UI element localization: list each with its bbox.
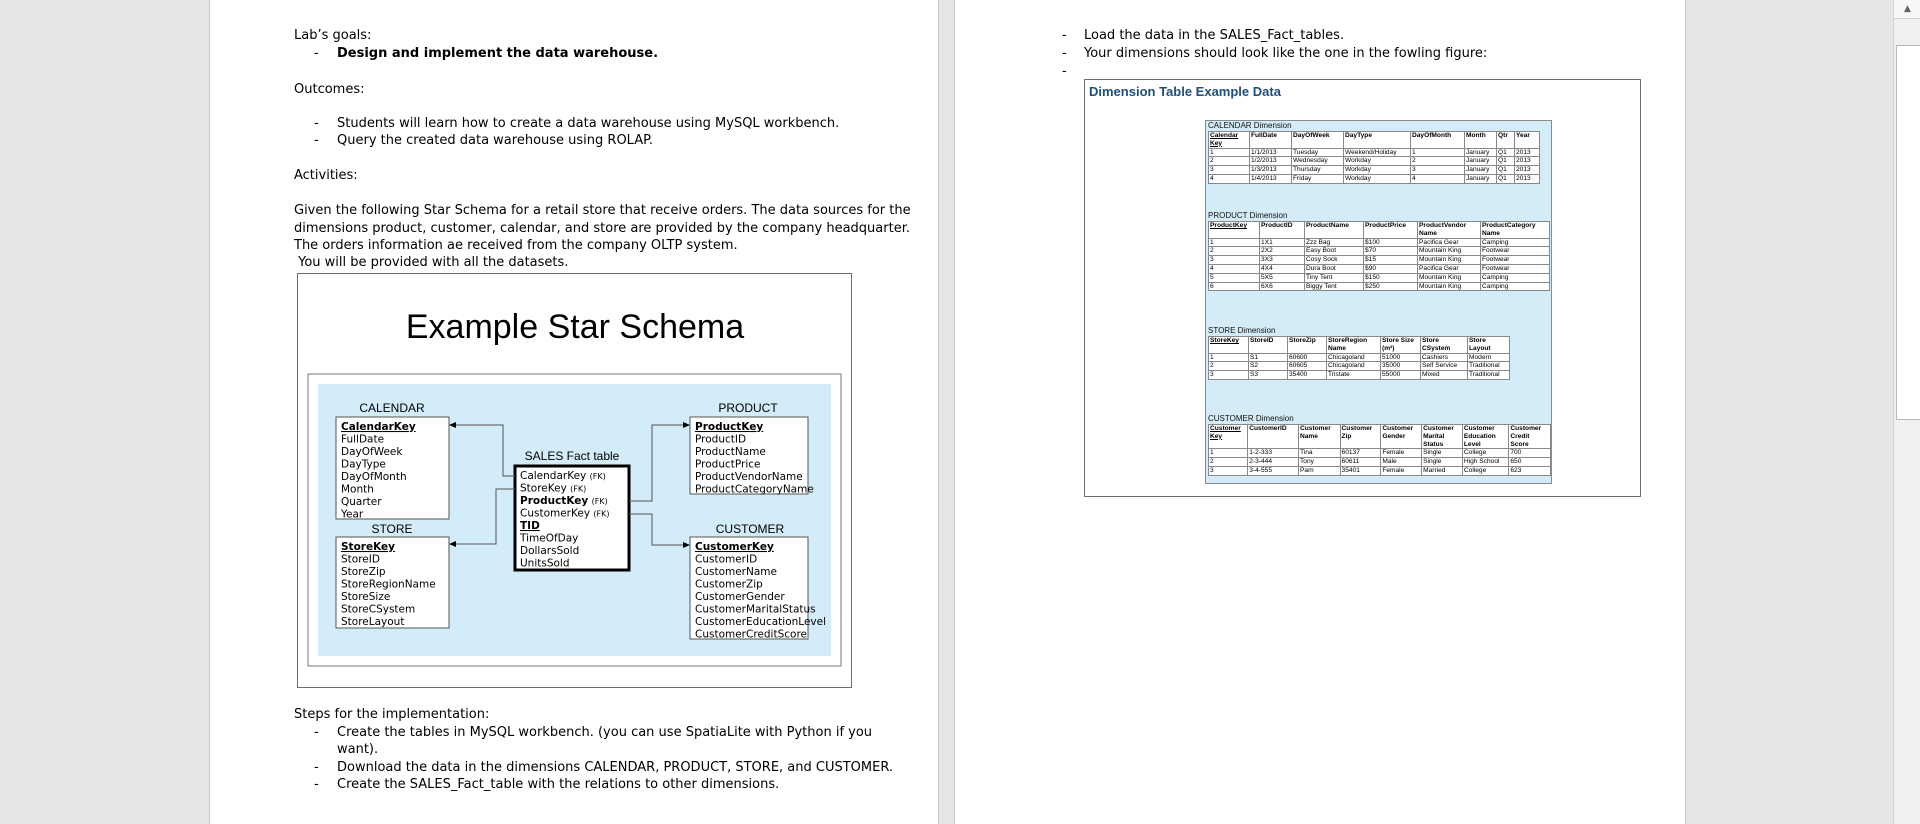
product-field: ProductVendorName <box>695 471 803 483</box>
table-header-cell: Store Layout <box>1468 337 1510 354</box>
table-cell: $250 <box>1364 282 1418 291</box>
table-cell: Mountain King <box>1418 256 1481 265</box>
table-cell: 623 <box>1509 466 1551 475</box>
activities-paragraph-line: You will be provided with all the datasets. <box>294 255 569 270</box>
bullet-dash: - <box>314 725 319 740</box>
table-cell: $150 <box>1364 273 1418 282</box>
calendar-dimension-table <box>1208 121 1540 184</box>
table-header-cell: StoreRegion Name <box>1327 337 1381 354</box>
table-cell: Chicagoland <box>1327 362 1381 371</box>
store-field: StoreID <box>341 553 380 566</box>
table-row <box>1209 273 1550 282</box>
table-cell: 1/2/2013 <box>1250 157 1292 166</box>
figure-title: Dimension Table Example Data <box>1089 84 1281 99</box>
table-header-cell: StoreZip <box>1288 337 1327 354</box>
table-row <box>1209 282 1550 291</box>
table-cell: 1/4/2013 <box>1250 174 1292 183</box>
table-header-cell: DayType <box>1344 132 1411 149</box>
table-cell: Q1 <box>1497 174 1515 183</box>
customer-data-grid <box>1208 424 1551 476</box>
table-row <box>1209 148 1540 157</box>
table-cell: Footwear <box>1481 247 1550 256</box>
table-cell: Male <box>1381 458 1422 467</box>
table-cell: 1 <box>1209 148 1250 157</box>
customer-field: CustomerMaritalStatus <box>695 603 816 616</box>
fact-field: ProductKey (FK) <box>520 495 608 507</box>
table-cell: Single <box>1422 458 1463 467</box>
table-cell: 1-2-333 <box>1248 449 1299 458</box>
table-row <box>1209 256 1550 265</box>
customer-field: CustomerID <box>695 553 758 566</box>
table-cell: S1 <box>1249 353 1288 362</box>
store-pk: StoreKey <box>341 541 396 553</box>
table-cell: Weekend/Holiday <box>1344 148 1411 157</box>
scrollbar-thumb[interactable] <box>1896 45 1920 420</box>
table-cell: 4X4 <box>1260 264 1305 273</box>
table-row <box>1209 449 1551 458</box>
table-header-cell: ProductID <box>1260 222 1305 239</box>
table-cell: Workday <box>1344 157 1411 166</box>
table-header-cell: Store CSystem <box>1421 337 1468 354</box>
steps-heading: Steps for the implementation: <box>294 707 490 722</box>
table-row <box>1209 157 1540 166</box>
table-cell: Thursday <box>1292 166 1344 175</box>
schema-title: Example Star Schema <box>405 308 745 346</box>
table-cell: Married <box>1422 466 1463 475</box>
table-cell: Mountain King <box>1418 247 1481 256</box>
customer-dimension-caption: CUSTOMER Dimension <box>1208 414 1294 423</box>
table-cell: Mountain King <box>1418 282 1481 291</box>
fact-field: CalendarKey (FK) <box>520 470 606 482</box>
activities-paragraph-line: dimensions product, customer, calendar, and store are provided by the company headquarter. <box>294 221 910 236</box>
customer-field: CustomerZip <box>695 578 763 591</box>
table-header-cell: Customer Gender <box>1381 425 1422 449</box>
table-cell: 6X6 <box>1260 282 1305 291</box>
bullet-dash: - <box>314 46 319 61</box>
table-cell: College <box>1462 449 1509 458</box>
activities-paragraph-line: Given the following Star Schema for a retail store that receive orders. The data sources for the <box>294 203 911 218</box>
table-cell: 650 <box>1509 458 1551 467</box>
table-header-cell: StoreKey <box>1209 337 1249 354</box>
customer-field: CustomerEducationLevel <box>695 616 826 628</box>
table-header-cell: Customer Zip <box>1340 425 1381 449</box>
table-cell: 4 <box>1411 174 1465 183</box>
table-cell: Biggy Tent <box>1305 282 1364 291</box>
calendar-table-name: CALENDAR <box>359 401 425 415</box>
table-header-cell: ProductName <box>1305 222 1364 239</box>
table-cell: 2X2 <box>1260 247 1305 256</box>
product-field: ProductPrice <box>695 458 761 471</box>
table-cell: Female <box>1381 466 1422 475</box>
dimension-tables-panel <box>1205 120 1552 484</box>
bullet-dash: - <box>314 133 319 148</box>
table-cell: Tony <box>1299 458 1341 467</box>
table-cell: 35000 <box>1381 362 1421 371</box>
bullet-dash: - <box>314 760 319 775</box>
table-cell: 3 <box>1411 166 1465 175</box>
table-header-cell: Customer Key <box>1209 425 1248 449</box>
calendar-field: DayOfMonth <box>341 471 407 483</box>
product-field: ProductID <box>695 433 747 446</box>
table-cell: 1 <box>1209 449 1248 458</box>
customer-field: CustomerCreditScore <box>695 628 807 641</box>
dimensions-item: Your dimensions should look like the one in the fowling figure: <box>1084 46 1488 61</box>
calendar-field: Year <box>341 508 364 521</box>
outcome-item: Students will learn how to create a data warehouse using MySQL workbench. <box>337 116 840 131</box>
product-pk: ProductKey <box>695 421 764 433</box>
table-cell: Cosy Sock <box>1305 256 1364 265</box>
calendar-field: Month <box>341 483 374 496</box>
table-header-cell: ProductKey <box>1209 222 1260 239</box>
step-item: Download the data in the dimensions CALENDAR, PRODUCT, STORE, and CUSTOMER. <box>337 760 894 775</box>
table-cell: S2 <box>1249 362 1288 371</box>
table-cell: S3 <box>1249 371 1288 380</box>
table-cell: 2013 <box>1515 166 1540 175</box>
table-row <box>1209 458 1551 467</box>
table-cell: Mountain King <box>1418 273 1481 282</box>
table-cell: 1X1 <box>1260 238 1305 247</box>
table-cell: Traditional <box>1468 362 1510 371</box>
table-cell: College <box>1462 466 1509 475</box>
customer-dimension-table <box>1208 414 1551 476</box>
table-cell: Cashiers <box>1421 353 1468 362</box>
store-field: StoreLayout <box>341 616 405 628</box>
table-cell: Workday <box>1344 166 1411 175</box>
table-header-cell: FullDate <box>1250 132 1292 149</box>
table-row <box>1209 238 1550 247</box>
table-header-cell: Customer Name <box>1299 425 1341 449</box>
table-header-cell: DayOfWeek <box>1292 132 1344 149</box>
calendar-pk: CalendarKey <box>341 421 416 433</box>
table-header-cell: Customer Education Level <box>1462 425 1509 449</box>
table-cell: 1/3/2013 <box>1250 166 1292 175</box>
store-field: StoreCSystem <box>341 603 416 616</box>
table-row <box>1209 353 1510 362</box>
goals-heading: Lab’s goals: <box>294 28 372 43</box>
calendar-dimension-caption: CALENDAR Dimension <box>1208 121 1292 130</box>
table-cell: 2-3-444 <box>1248 458 1299 467</box>
customer-pk: CustomerKey <box>695 541 774 553</box>
bullet-dash: - <box>1062 46 1067 61</box>
table-header-cell: Customer Credit Score <box>1509 425 1551 449</box>
table-cell: 60611 <box>1340 458 1381 467</box>
table-cell: $70 <box>1364 247 1418 256</box>
load-data-item: Load the data in the SALES_Fact_tables. <box>1084 28 1345 43</box>
table-cell: Pacifica Gear <box>1418 238 1481 247</box>
table-cell: 35401 <box>1340 466 1381 475</box>
table-cell: 3 <box>1209 466 1248 475</box>
store-dimension-table <box>1208 326 1510 380</box>
star-schema-figure <box>297 273 852 688</box>
table-cell: Footwear <box>1481 264 1550 273</box>
table-cell: 3 <box>1209 256 1260 265</box>
outcome-item: Query the created data warehouse using ROLAP. <box>337 133 654 148</box>
table-cell: 2013 <box>1515 157 1540 166</box>
product-field: ProductCategoryName <box>695 483 814 496</box>
store-field: StoreRegionName <box>341 578 436 591</box>
table-cell: Camping <box>1481 282 1550 291</box>
table-cell: Q1 <box>1497 166 1515 175</box>
table-cell: Pam <box>1299 466 1341 475</box>
table-header-cell: Year <box>1515 132 1540 149</box>
table-cell: 55000 <box>1381 371 1421 380</box>
store-dimension-caption: STORE Dimension <box>1208 326 1276 335</box>
table-cell: 700 <box>1509 449 1551 458</box>
table-cell: High School <box>1462 458 1509 467</box>
sales-fact-table <box>515 449 629 570</box>
table-cell: Female <box>1381 449 1422 458</box>
table-cell: Single <box>1422 449 1463 458</box>
table-cell: 1 <box>1209 238 1260 247</box>
table-header-cell: Qtr <box>1497 132 1515 149</box>
table-cell: 60605 <box>1288 362 1327 371</box>
table-cell: 2 <box>1209 157 1250 166</box>
table-cell: January <box>1465 174 1497 183</box>
table-cell: $15 <box>1364 256 1418 265</box>
table-cell: 3 <box>1209 371 1249 380</box>
customer-table-name: CUSTOMER <box>715 522 785 536</box>
bullet-dash: - <box>1062 64 1067 79</box>
table-cell: 2013 <box>1515 174 1540 183</box>
fact-field: StoreKey (FK) <box>520 482 587 495</box>
product-dimension-caption: PRODUCT Dimension <box>1208 211 1288 220</box>
table-cell: Tuesday <box>1292 148 1344 157</box>
table-cell: 2 <box>1209 458 1248 467</box>
table-cell: 1 <box>1411 148 1465 157</box>
table-row <box>1209 247 1550 256</box>
product-field: ProductName <box>695 446 766 458</box>
table-header-cell: Store Size (m²) <box>1381 337 1421 354</box>
fact-field: DollarsSold <box>520 545 580 557</box>
table-cell: 6 <box>1209 282 1260 291</box>
fact-field: UnitsSold <box>520 557 570 570</box>
table-cell: 60600 <box>1288 353 1327 362</box>
calendar-field: FullDate <box>341 433 385 446</box>
table-cell: 2 <box>1209 247 1260 256</box>
table-cell: Zzz Bag <box>1305 238 1364 247</box>
table-header-cell: CustomerID <box>1248 425 1299 449</box>
table-cell: January <box>1465 166 1497 175</box>
table-cell: $100 <box>1364 238 1418 247</box>
fact-field: TimeOfDay <box>520 532 579 545</box>
fact-field: CustomerKey (FK) <box>520 507 610 520</box>
store-field: StoreSize <box>341 591 391 603</box>
table-row <box>1209 466 1551 475</box>
table-cell: Easy Boot <box>1305 247 1364 256</box>
table-cell: January <box>1465 157 1497 166</box>
table-cell: 5X5 <box>1260 273 1305 282</box>
table-cell: Pacifica Gear <box>1418 264 1481 273</box>
table-cell: $90 <box>1364 264 1418 273</box>
table-header-cell: Month <box>1465 132 1497 149</box>
table-cell: 2 <box>1209 362 1249 371</box>
table-header-cell: Calendar Key <box>1209 132 1250 149</box>
fact-pk: TID <box>520 520 540 532</box>
table-header-cell: Customer Marital Status <box>1422 425 1463 449</box>
table-header-cell: StoreID <box>1249 337 1288 354</box>
store-field: StoreZip <box>341 566 386 578</box>
table-cell: Modern <box>1468 353 1510 362</box>
calendar-field: Quarter <box>341 496 382 508</box>
store-table-name: STORE <box>371 522 413 536</box>
outcomes-heading: Outcomes: <box>294 82 365 97</box>
table-cell: 5 <box>1209 273 1260 282</box>
table-cell: Chicagoland <box>1327 353 1381 362</box>
table-cell: Wednesday <box>1292 157 1344 166</box>
table-row <box>1209 371 1510 380</box>
table-row <box>1209 174 1540 183</box>
table-cell: 2 <box>1411 157 1465 166</box>
customer-field: CustomerName <box>695 566 777 578</box>
product-data-grid <box>1208 221 1550 291</box>
customer-table <box>690 522 826 641</box>
table-row <box>1209 362 1510 371</box>
calendar-field: DayOfWeek <box>341 446 403 458</box>
fact-table-name: SALES Fact table <box>524 449 620 463</box>
goal-item: Design and implement the data warehouse. <box>337 46 659 61</box>
customer-field: CustomerGender <box>695 591 785 603</box>
table-cell: 3X3 <box>1260 256 1305 265</box>
vertical-scrollbar[interactable] <box>1893 0 1920 824</box>
table-cell: Mixed <box>1421 371 1468 380</box>
calendar-table <box>336 401 449 521</box>
table-header-cell: ProductVendor Name <box>1418 222 1481 239</box>
document-page-2 <box>954 0 1686 824</box>
store-table <box>336 522 449 628</box>
table-cell: Camping <box>1481 238 1550 247</box>
table-cell: Camping <box>1481 273 1550 282</box>
scroll-up-icon[interactable]: ▲ <box>1894 0 1920 19</box>
table-cell: Tristate <box>1327 371 1381 380</box>
bullet-dash: - <box>1062 28 1067 43</box>
table-header-cell: DayOfMonth <box>1411 132 1465 149</box>
table-cell: 1/1/2013 <box>1250 148 1292 157</box>
activities-paragraph-line: The orders information ae received from the company OLTP system. <box>294 238 738 253</box>
calendar-field: DayType <box>341 458 386 471</box>
table-cell: 3 <box>1209 166 1250 175</box>
table-cell: Footwear <box>1481 256 1550 265</box>
table-row <box>1209 264 1550 273</box>
table-header-cell: ProductCategory Name <box>1481 222 1550 239</box>
table-header-cell: ProductPrice <box>1364 222 1418 239</box>
bullet-dash: - <box>314 116 319 131</box>
product-dimension-table <box>1208 211 1550 291</box>
step-item-continued: want). <box>337 742 379 757</box>
table-cell: Workday <box>1344 174 1411 183</box>
activities-heading: Activities: <box>294 168 358 183</box>
step-item: Create the tables in MySQL workbench. (you can use SpatiaLite with Python if you <box>337 725 873 740</box>
table-cell: Q1 <box>1497 157 1515 166</box>
product-table-name: PRODUCT <box>718 401 778 415</box>
table-cell: 2013 <box>1515 148 1540 157</box>
table-cell: Friday <box>1292 174 1344 183</box>
table-cell: 4 <box>1209 264 1260 273</box>
table-cell: Traditional <box>1468 371 1510 380</box>
table-cell: Self Service <box>1421 362 1468 371</box>
table-cell: 35400 <box>1288 371 1327 380</box>
table-row <box>1209 166 1540 175</box>
table-cell: 4 <box>1209 174 1250 183</box>
document-page-1 <box>209 0 939 824</box>
dimension-example-figure <box>1084 79 1641 497</box>
bullet-dash: - <box>314 777 319 792</box>
table-cell: Tiny Tent <box>1305 273 1364 282</box>
calendar-data-grid <box>1208 131 1540 184</box>
table-cell: Tina <box>1299 449 1341 458</box>
star-schema-diagram <box>298 274 851 687</box>
table-cell: 51000 <box>1381 353 1421 362</box>
table-cell: January <box>1465 148 1497 157</box>
table-cell: 60137 <box>1340 449 1381 458</box>
store-data-grid <box>1208 336 1510 380</box>
table-cell: 3-4-555 <box>1248 466 1299 475</box>
step-item: Create the SALES_Fact_table with the relations to other dimensions. <box>337 777 780 792</box>
table-cell: Q1 <box>1497 148 1515 157</box>
table-cell: 1 <box>1209 353 1249 362</box>
table-cell: Dura Boot <box>1305 264 1364 273</box>
